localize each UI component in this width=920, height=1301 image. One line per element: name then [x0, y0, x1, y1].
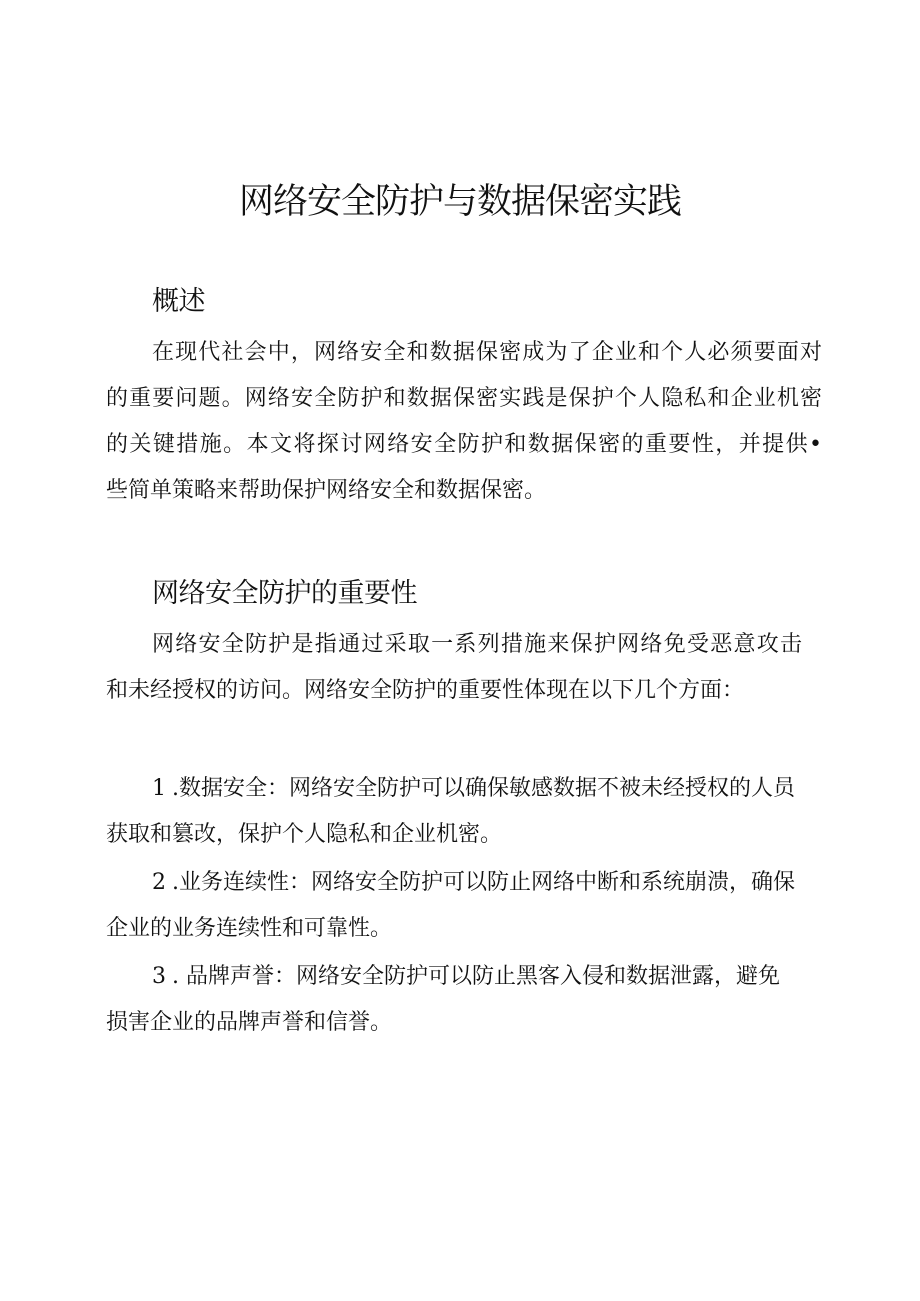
list-item-2-number: 2	[152, 870, 166, 895]
list-item-3-line-2: 损害企业的品牌声誉和信誉。	[106, 1010, 393, 1035]
section-heading-importance: 网络安全防护的重要性	[152, 578, 417, 609]
section-heading-overview: 概述	[152, 286, 205, 317]
overview-line-3: 的关键措施。本文将探讨网络安全防护和数据保密的重要性，并提供•	[106, 432, 822, 457]
list-item-3-number: 3	[152, 964, 166, 989]
list-item-2-line-2: 企业的业务连续性和可靠性。	[106, 916, 393, 941]
list-item-1-text: .数据安全：网络安全防护可以确保敏感数据不被未经授权的人员	[172, 776, 795, 801]
list-item-1-line-2: 获取和篡改，保护个人隐私和企业机密。	[106, 822, 503, 847]
list-item-2-text: .业务连续性：网络安全防护可以防止网络中断和系统崩溃，确保	[172, 870, 795, 895]
overview-line-2: 的重要问题。网络安全防护和数据保密实践是保护个人隐私和企业机密	[106, 386, 822, 411]
overview-line-1: 在现代社会中，网络安全和数据保密成为了企业和个人必须要面对	[152, 340, 822, 365]
list-item-3-text: . 品牌声誉：网络安全防护可以防止黑客入侵和数据泄露，避免	[172, 964, 780, 989]
document-title: 网络安全防护与数据保密实践	[238, 182, 681, 222]
importance-line-2: 和未经授权的访问。网络安全防护的重要性体现在以下几个方面：	[106, 678, 745, 703]
list-item-3-line-1	[152, 962, 822, 992]
overview-line-4: 些简单策略来帮助保护网络安全和数据保密。	[106, 478, 547, 503]
list-item-1-line-1	[152, 774, 822, 804]
list-item-1-number: 1	[152, 776, 166, 801]
list-item-2-line-1	[152, 868, 822, 898]
importance-line-1: 网络安全防护是指通过采取一系列措施来保护网络免受恶意攻击	[152, 632, 802, 657]
